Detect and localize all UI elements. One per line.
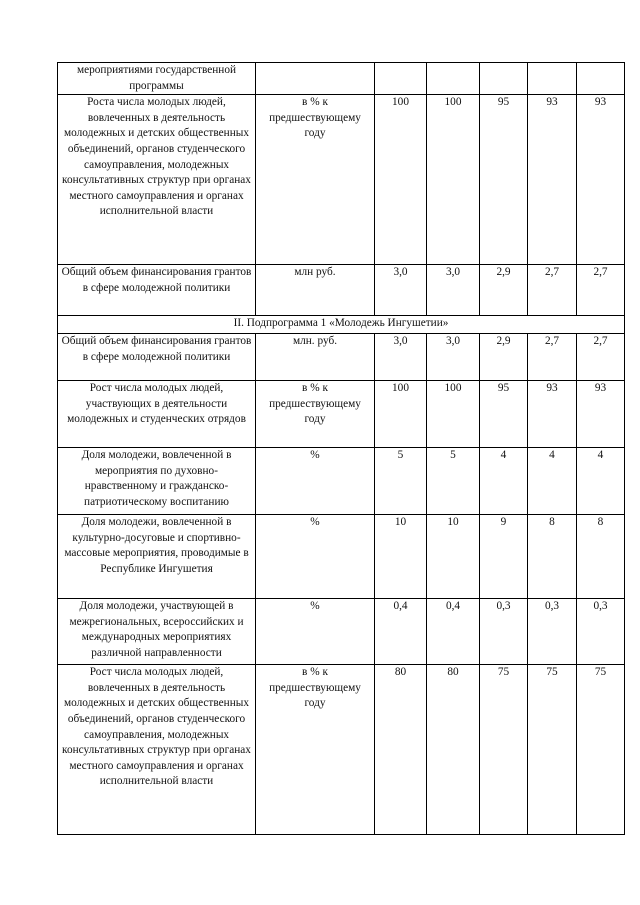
unit-cell: % xyxy=(256,515,375,599)
table-row xyxy=(58,599,625,665)
value-cell xyxy=(480,63,528,95)
indicator-cell: Общий объем финансирования грантов в сфере молодежной политики xyxy=(58,334,256,381)
table-row xyxy=(58,265,625,316)
value-cell: 3,0 xyxy=(375,265,427,316)
value-cell: 0,4 xyxy=(375,599,427,665)
value-cell: 2,7 xyxy=(528,334,577,381)
value-cell: 100 xyxy=(375,95,427,265)
value-cell: 2,7 xyxy=(528,265,577,316)
indicator-cell: Доля молодежи, вовлеченной в мероприятия по духовно-нравственному и гражданско-патриотическому воспитанию xyxy=(58,448,256,515)
value-cell: 4 xyxy=(480,448,528,515)
value-cell: 75 xyxy=(577,665,625,835)
indicators-table xyxy=(57,62,625,835)
value-cell: 2,7 xyxy=(577,334,625,381)
value-cell: 75 xyxy=(528,665,577,835)
value-cell xyxy=(375,63,427,95)
table-row xyxy=(58,665,625,835)
table-row xyxy=(58,95,625,265)
value-cell: 8 xyxy=(528,515,577,599)
unit-cell: % xyxy=(256,599,375,665)
value-cell: 80 xyxy=(427,665,480,835)
value-cell: 4 xyxy=(528,448,577,515)
value-cell: 2,7 xyxy=(577,265,625,316)
value-cell: 2,9 xyxy=(480,265,528,316)
value-cell: 10 xyxy=(427,515,480,599)
section-title: II. Подпрограмма 1 «Молодежь Ингушетии» xyxy=(58,316,625,334)
value-cell: 100 xyxy=(427,95,480,265)
unit-cell: в % к предшествующему году xyxy=(256,95,375,265)
value-cell xyxy=(528,63,577,95)
indicator-cell: Рост числа молодых людей, участвующих в деятельности молодежных и студенческих отрядов xyxy=(58,381,256,448)
indicator-cell: Доля молодежи, вовлеченной в культурно-досуговые и спортивно-массовые мероприятия, проводимые в Республике Ингушетия xyxy=(58,515,256,599)
value-cell: 93 xyxy=(577,381,625,448)
value-cell: 8 xyxy=(577,515,625,599)
value-cell: 93 xyxy=(528,381,577,448)
unit-cell: в % к предшествующему году xyxy=(256,381,375,448)
value-cell: 93 xyxy=(528,95,577,265)
table-row xyxy=(58,381,625,448)
value-cell: 0,3 xyxy=(577,599,625,665)
unit-cell: млн руб. xyxy=(256,265,375,316)
value-cell: 0,3 xyxy=(480,599,528,665)
value-cell xyxy=(427,63,480,95)
value-cell: 80 xyxy=(375,665,427,835)
indicator-cell: Доля молодежи, участвующей в межрегиональных, всероссийских и международных мероприятиях различной направленности xyxy=(58,599,256,665)
unit-cell: в % к предшествующему году xyxy=(256,665,375,835)
table-row xyxy=(58,334,625,381)
indicator-cell: Рост числа молодых людей, вовлеченных в деятельность молодежных и детских общественных объединений, органов студенческого самоуправления, молодежных консультативных структур при органах местного самоуправления и органах исполнительной власти xyxy=(58,665,256,835)
indicator-cell: мероприятиями государственной программы xyxy=(58,63,256,95)
value-cell: 100 xyxy=(375,381,427,448)
unit-cell xyxy=(256,63,375,95)
value-cell: 93 xyxy=(577,95,625,265)
value-cell: 100 xyxy=(427,381,480,448)
value-cell: 5 xyxy=(375,448,427,515)
unit-cell: % xyxy=(256,448,375,515)
indicator-cell: Роста числа молодых людей, вовлеченных в деятельность молодежных и детских общественных объединений, органов студенческого самоуправления, молодежных консультативных структур при органах местного самоуправления и органах исполнительной власти xyxy=(58,95,256,265)
value-cell: 9 xyxy=(480,515,528,599)
value-cell: 75 xyxy=(480,665,528,835)
value-cell: 3,0 xyxy=(375,334,427,381)
value-cell: 0,3 xyxy=(528,599,577,665)
table-row xyxy=(58,515,625,599)
value-cell: 3,0 xyxy=(427,334,480,381)
value-cell: 95 xyxy=(480,95,528,265)
section-row xyxy=(58,316,625,334)
indicator-cell: Общий объем финансирования грантов в сфере молодежной политики xyxy=(58,265,256,316)
table-row xyxy=(58,63,625,95)
value-cell: 5 xyxy=(427,448,480,515)
table-row xyxy=(58,448,625,515)
value-cell: 95 xyxy=(480,381,528,448)
value-cell: 2,9 xyxy=(480,334,528,381)
value-cell: 0,4 xyxy=(427,599,480,665)
value-cell: 4 xyxy=(577,448,625,515)
value-cell xyxy=(577,63,625,95)
value-cell: 3,0 xyxy=(427,265,480,316)
value-cell: 10 xyxy=(375,515,427,599)
unit-cell: млн. руб. xyxy=(256,334,375,381)
